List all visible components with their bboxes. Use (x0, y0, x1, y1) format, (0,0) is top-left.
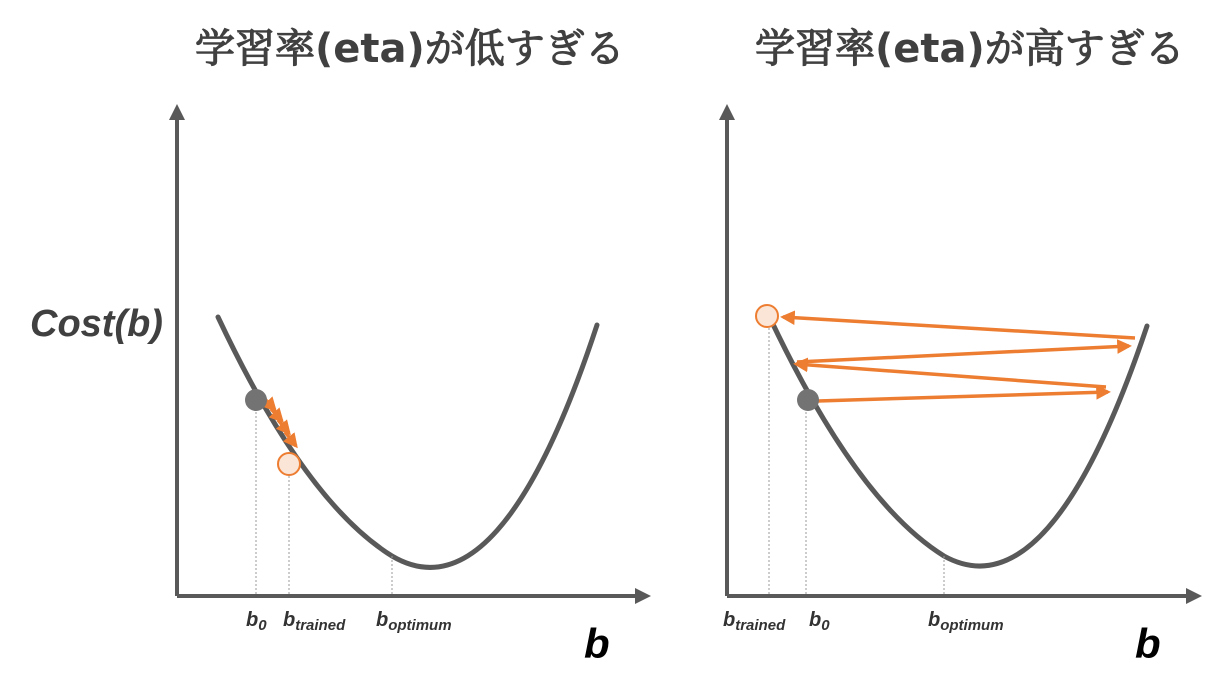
left-tick-b0: $b_0$ (246, 609, 267, 634)
right-x-axis-label: b (1135, 620, 1161, 667)
left-panel-title: 学習率(eta)が低すぎる (195, 26, 625, 72)
left-tick-boptimum: $b_{optimum}$ (376, 609, 452, 634)
left-tick-btrained: $b_{trained}$ (283, 609, 346, 634)
right-step-arrow (796, 364, 1106, 387)
left-trained-point (278, 453, 300, 475)
right-tick-b0: $b_0$ (809, 609, 830, 634)
right-trained-point (756, 305, 778, 327)
right-tick-btrained: $b_{trained}$ (723, 609, 786, 634)
left-start-point (245, 389, 267, 411)
right-step-arrow (783, 317, 1135, 338)
right-step-arrow (818, 392, 1108, 401)
right-tick-boptimum: $b_{optimum}$ (928, 609, 1004, 634)
right-panel-title: 学習率(eta)が高すぎる (755, 26, 1185, 72)
left-panel (177, 112, 643, 667)
left-cost-curve (218, 317, 597, 567)
right-start-point (797, 389, 819, 411)
left-x-axis-label: b (584, 620, 610, 667)
right-step-arrow (797, 346, 1129, 362)
y-axis-label: Cost(b) (30, 303, 163, 345)
right-panel (723, 112, 1194, 667)
